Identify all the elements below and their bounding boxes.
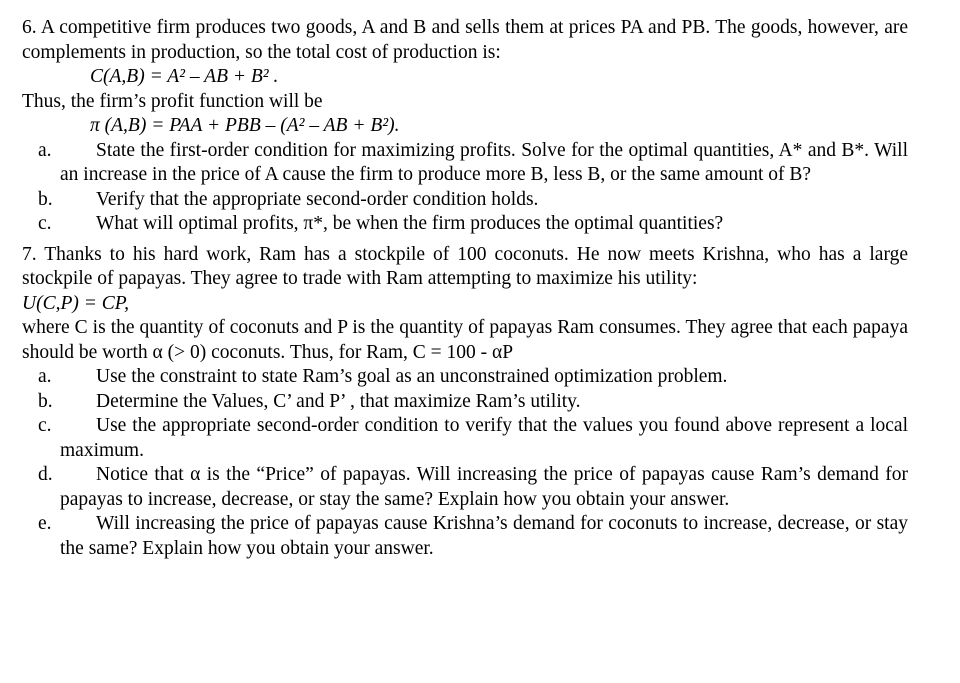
part-text: Use the constraint to state Ram’s goal as an unconstrained optimization problem. xyxy=(96,366,728,387)
part-text: Verify that the appropriate second-order condition holds. xyxy=(96,188,539,210)
cost-function: C(A,B) = A² – AB + B² . xyxy=(90,66,279,87)
problem-sheet xyxy=(22,16,908,561)
profit-intro: Thus, the firm’s profit function will be xyxy=(22,90,323,112)
utility-function: U(C,P) = CP, xyxy=(22,292,130,314)
problem-7-part-b xyxy=(22,390,908,415)
problem-7-intro: 7. Thanks to his hard work, Ram has a stockpile of 100 coconuts. He now meets Krishna, who has a large stockpile of papayas. They agree to trade with Ram attempting to maximize his utility: xyxy=(22,243,908,289)
problem-6-part-b xyxy=(22,188,908,213)
part-marker: c. xyxy=(38,415,52,436)
part-marker: d. xyxy=(38,464,53,485)
problem-6-intro: 6. A competitive firm produces two goods, A and B and sells them at prices PA and PB. The goods, however, are complements in production, so the total cost of production is: xyxy=(22,17,908,63)
part-marker: b. xyxy=(38,390,53,412)
part-marker: c. xyxy=(38,213,52,234)
part-text: Notice that α is the “Price” of papayas. Will increasing the price of papayas cause Ram’s demand for papayas to increase, decrease, or stay the same? Explain how you obtain your answer. xyxy=(60,464,908,510)
part-text: Will increasing the price of papayas cause Krishna’s demand for coconuts to increase, decrease, or stay the same? Explain how you obtain your answer. xyxy=(60,513,908,559)
problem-7-part-e xyxy=(22,512,908,561)
part-marker: b. xyxy=(38,188,53,210)
problem-7-part-c xyxy=(22,414,908,463)
problem-6-part-a xyxy=(22,139,908,188)
problem-7-part-a xyxy=(22,365,908,390)
problem-6-part-c xyxy=(22,212,908,237)
part-marker: a. xyxy=(38,366,52,387)
problem-7-part-d xyxy=(22,463,908,512)
part-text: What will optimal profits, π*, be when the firm produces the optimal quantities? xyxy=(96,213,724,234)
profit-function: π (A,B) = PAA + PBB – (A² – AB + B²). xyxy=(90,115,400,136)
part-text: State the first-order condition for maximizing profits. Solve for the optimal quantities, A* and B*. Will an increase in the price of A cause the firm to produce more B, less B, or the same amount of B? xyxy=(60,139,908,185)
part-text: Determine the Values, C’ and P’ , that maximize Ram’s utility. xyxy=(96,390,581,412)
part-marker: a. xyxy=(38,139,52,161)
problem-7-constraint: where C is the quantity of coconuts and P is the quantity of papayas Ram consumes. They agree that each papaya should be worth α (> 0) coconuts. Thus, for Ram, C = 100 - αP xyxy=(22,317,908,363)
part-text: Use the appropriate second-order condition to verify that the values you found above represent a local maximum. xyxy=(60,415,908,461)
part-marker: e. xyxy=(38,513,52,534)
